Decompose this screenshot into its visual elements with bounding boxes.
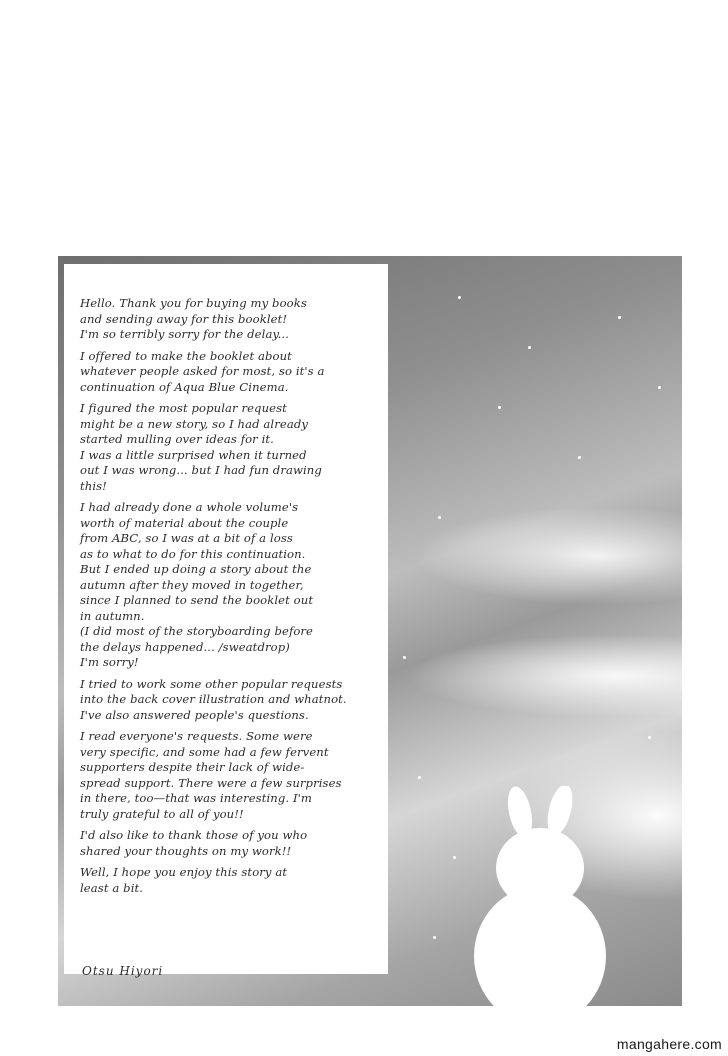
letter-paragraph: I offered to make the booklet about whatever people asked for most, so it's a continuation of Aqua Blue Cinema. xyxy=(80,348,325,394)
letter-body xyxy=(80,296,380,902)
star xyxy=(458,296,461,299)
letter-paragraph: I had already done a whole volume's worth of material about the couple from ABC, so I was at a bit of a loss as to what to do for this continuation. But I ended up doing a story about the autumn after they moved in together, since I planned to send the booklet out in autumn. (I did most of the storyboarding before the delays happened... /sweatdrop) I'm sorry! xyxy=(80,500,314,669)
letter-paragraph: I read everyone's requests. Some were very specific, and some had a few fervent supporters despite their lack of wide- spread support. There were a few surprises in there, too—that was interesting. I'm truly grateful to all of you!! xyxy=(80,729,342,821)
star xyxy=(438,516,441,519)
letter-paragraph: Hello. Thank you for buying my books and sending away for this booklet! I'm so terribly sorry for the delay... xyxy=(80,296,307,341)
star xyxy=(403,656,406,659)
letter-paragraph: I figured the most popular request might be a new story, so I had already started mulling over ideas for it. I was a little surprised when it turned out I was wrong... but I had fun drawing this! xyxy=(80,401,322,493)
star xyxy=(658,386,661,389)
watermark: mangahere.com xyxy=(616,1036,722,1052)
star xyxy=(498,406,501,409)
star xyxy=(528,346,531,349)
illustration-panel xyxy=(58,256,682,1006)
letter-paragraph: I tried to work some other popular requests into the back cover illustration and whatnot. I've also answered people's questions. xyxy=(80,676,347,722)
rabbit-silhouette xyxy=(468,786,618,1006)
signature: Otsu Hiyori xyxy=(82,964,164,978)
letter-card xyxy=(64,264,388,978)
star xyxy=(418,776,421,779)
star xyxy=(578,456,581,459)
letter-paragraph: I'd also like to thank those of you who shared your thoughts on my work!! xyxy=(80,828,308,858)
letter-paragraph: Well, I hope you enjoy this story at least a bit. xyxy=(80,865,288,895)
star xyxy=(433,936,436,939)
star xyxy=(453,856,456,859)
star xyxy=(648,736,651,739)
star xyxy=(618,316,621,319)
